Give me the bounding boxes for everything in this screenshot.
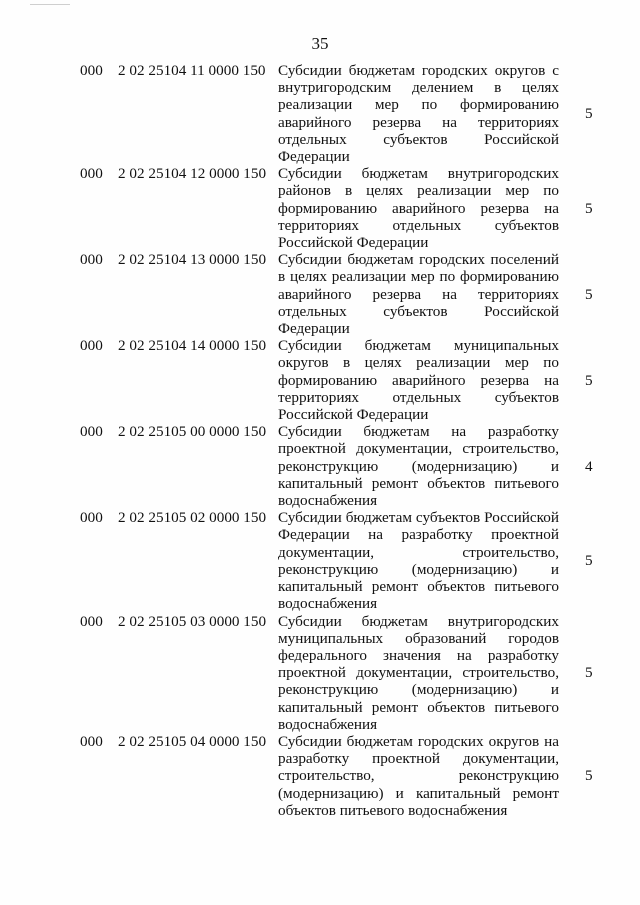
table-row <box>0 509 640 612</box>
admin-code: 000 <box>80 509 103 527</box>
table-row <box>0 613 640 733</box>
admin-code: 000 <box>80 612 103 630</box>
income-name: Субсидии бюджетам городских округов на разработку проектной документации, строительство, реконструкцию (модернизацию) и капитальный ремонт объектов питьевого водоснабжения <box>278 732 559 819</box>
admin-code: 000 <box>80 62 103 79</box>
budget-classification-code: 2 02 25104 11 0000 150 <box>118 62 266 79</box>
column-value: 5 <box>585 285 593 303</box>
table-row <box>0 251 640 337</box>
admin-code: 000 <box>80 423 103 441</box>
scan-edge-mark <box>30 4 70 5</box>
budget-classification-code: 2 02 25104 14 0000 150 <box>118 337 267 355</box>
budget-code-table <box>0 62 640 819</box>
table-row <box>0 337 640 423</box>
income-name: Субсидии бюджетам внутригородских районов в целях реализации мер по формированию аварийного резерва на территориях отдельных субъектов Российской Федерации <box>278 165 559 252</box>
budget-classification-code: 2 02 25105 03 0000 150 <box>118 612 267 630</box>
admin-code: 000 <box>80 251 103 269</box>
page-number: 35 <box>311 34 329 53</box>
table-row <box>0 733 640 819</box>
budget-classification-code: 2 02 25104 13 0000 150 <box>118 251 267 269</box>
table-row <box>0 62 640 165</box>
column-value: 5 <box>585 552 593 570</box>
column-value: 5 <box>585 199 593 217</box>
admin-code: 000 <box>80 732 103 750</box>
column-value: 5 <box>585 371 593 389</box>
table-row <box>0 165 640 251</box>
budget-classification-code: 2 02 25105 00 0000 150 <box>118 423 267 441</box>
budget-classification-code: 2 02 25105 04 0000 150 <box>118 732 267 750</box>
column-value: 5 <box>585 767 593 785</box>
income-name: Субсидии бюджетам муниципальных округов в целях реализации мер по формированию аварийного резерва на территориях отдельных субъектов Российской Федерации <box>278 337 559 424</box>
column-value: 5 <box>585 105 593 122</box>
income-name: Субсидии бюджетам городских округов с внутригородским делением в целях реализации мер по формированию аварийного резерва на территориях отдельных субъектов Российской Федерации <box>278 62 559 166</box>
table-row <box>0 423 640 509</box>
income-name: Субсидии бюджетам на разработку проектной документации, строительство, реконструкцию (модернизацию) и капитальный ремонт объектов питьевого водоснабжения <box>278 423 559 510</box>
admin-code: 000 <box>80 165 103 183</box>
admin-code: 000 <box>80 337 103 355</box>
income-name: Субсидии бюджетам внутригородских муниципальных образований городов федерального значения на разработку проектной документации, строительство, реконструкцию (модернизацию) и капитальный ремонт объектов питьевого водоснабжения <box>278 612 559 733</box>
income-name: Субсидии бюджетам субъектов Российской Федерации на разработку проектной документации, строительство, реконструкцию (модернизацию) и капитальный ремонт объектов питьевого водоснабжения <box>278 509 559 613</box>
income-name: Субсидии бюджетам городских поселений в целях реализации мер по формированию аварийного резерва на территориях отдельных субъектов Российской Федерации <box>278 251 559 338</box>
column-value: 5 <box>585 664 593 682</box>
budget-classification-code: 2 02 25104 12 0000 150 <box>118 165 267 183</box>
column-value: 4 <box>585 457 593 475</box>
budget-classification-code: 2 02 25105 02 0000 150 <box>118 509 267 527</box>
